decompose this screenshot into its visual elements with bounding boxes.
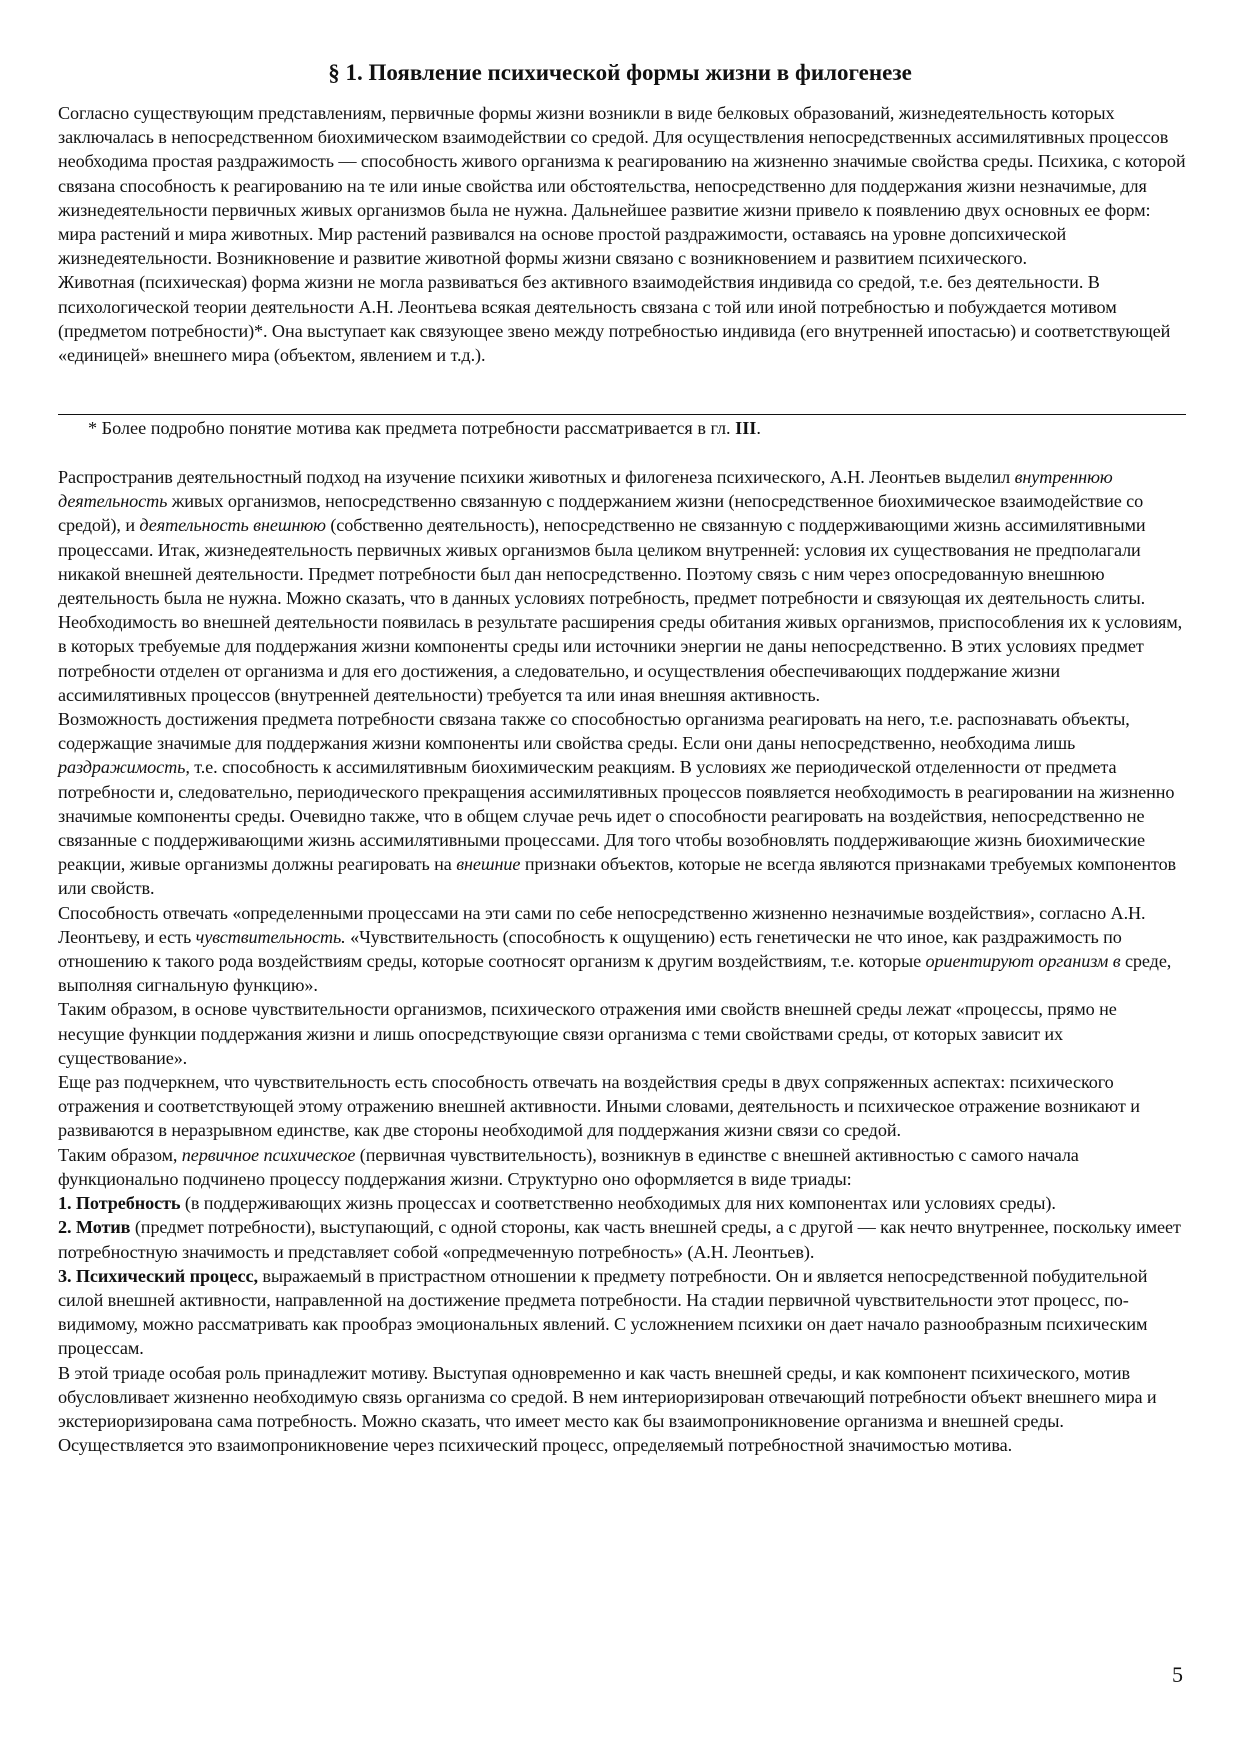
- text-run: среде, выполняя сигнальную функцию».: [58, 951, 1172, 996]
- text-run: Таким образом,: [58, 1144, 182, 1165]
- footnote-end: .: [756, 418, 761, 438]
- italic-term: внешние: [456, 854, 521, 875]
- paragraph: Еще раз подчеркнем, что чувствительность есть способность отвечать на воздействия среды в двух сопряженных аспектах: психического отражения и соответствующей этому отражению внешней активности. Иными словами, деятельность и психическое отражение возникают и развиваются в неразрывном единстве, как две стороны необходимой для поддержания жизни связи со средой.: [58, 1072, 1140, 1141]
- triad-term: 2. Мотив: [58, 1217, 131, 1238]
- triad-text: выражаемый в пристрастном отношении к предмету потребности. Он и является непосредственной побудительной силой внешней активности, направленной на достижение предмета потребности. На стадии первичной чувствительности этот процесс, по-видимому, можно рассматривать как прообраз эмоциональных явлений. С усложнением психики он дает начало разнообразным психическим процессам.: [58, 1265, 1148, 1359]
- italic-term: чувствительность.: [195, 926, 346, 947]
- triad-item-motive: [58, 1215, 1186, 1263]
- footnote: [88, 416, 761, 440]
- footnote-divider: [58, 414, 1186, 415]
- triad-term: 3. Психический процесс,: [58, 1265, 258, 1286]
- triad-term: 1. Потребность: [58, 1193, 181, 1214]
- footnote-text: * Более подробно понятие мотива как предмета потребности рассматривается в гл.: [88, 418, 736, 438]
- text-run: Возможность достижения предмета потребности связана также со способностью организма реагировать на него, т.е. распознавать объекты, содержащие значимые для поддержания жизни компоненты или свойства среды. Если они даны непосредственно, необходима лишь: [58, 709, 1130, 754]
- italic-term: ориентируют организм в: [925, 951, 1121, 972]
- text-block-top: [58, 101, 1186, 367]
- italic-term: первичное психическое: [181, 1144, 356, 1165]
- triad-item-process: [58, 1264, 1186, 1361]
- paragraph: Необходимость во внешней деятельности появилась в результате расширения среды обитания живых организмов, приспособления их к условиям, в которых требуемые для поддержания жизни компоненты среды или источники энергии не даны непосредственно. В этих условиях предмет потребности отделен от организма и для его достижения, а следовательно, и осуществления обеспечивающих поддержание жизни ассимилятивных процессов (внутренней деятельности) требуется та или иная внешняя активность.: [58, 612, 1183, 705]
- triad-text: (в поддерживающих жизнь процессах и соответственно необходимых для них компонентах или условиях среды).: [180, 1193, 1056, 1214]
- text-run: Способность отвечать «определенными процессами на эти сами по себе непосредственно жизненно незначимые воздействия», согласно А.Н. Леонтьеву, и есть: [58, 902, 1146, 947]
- paragraph: [58, 465, 1186, 610]
- paragraph: [58, 1143, 1186, 1191]
- footnote-chapter: III: [735, 418, 757, 438]
- paragraph: Согласно существующим представлениям, первичные формы жизни возникли в виде белковых образований, жизнедеятельность которых заключалась в непосредственном биохимическом взаимодействии со средой. Для осуществления непосредственных ассимилятивных процессов необходима простая раздражимость — способность живого организма к реагированию на жизненно значимые свойства среды. Психика, с которой связана способность к реагированию на те или иные свойства или обстоятельства, непосредственно для поддержания жизни незначимые, для жизнедеятельности первичных живых организмов была не нужна. Дальнейшее развитие жизни привело к появлению двух основных ее форм: мира растений и мира животных. Мир растений развивался на основе простой раздражимости, оставаясь на уровне допсихической жизнедеятельности. Возникновение и развитие животной формы жизни связано с возникновением и развитием психического.: [58, 103, 1186, 269]
- triad-item-need: [58, 1191, 1186, 1215]
- text-run: Распространив деятельностный подход на изучение психики животных и филогенеза психического, А.Н. Леонтьев выделил: [58, 467, 1015, 487]
- paragraph: [58, 707, 1186, 901]
- text-run: «Чувствительность (способность к ощущению) есть генетически не что иное, как раздражимость по отношению к такого рода воздействиям среды, которые соотносят организм к другим воздействиям, т.е. которые: [58, 926, 1122, 972]
- text-run: (собственно деятельность), непосредственно не связанную с поддерживающими жизнь ассимилятивными процессами. Итак, жизнедеятельность первичных живых организмов была целиком внутренней: условия их существования не предполагали никакой внешней деятельности. Предмет потребности был дан непосредственно. Поэтому связь с ним через опосредованную внешнюю деятельность была не нужна. Можно сказать, что в данных условиях потребность, предмет потребности и связующая их деятельность слиты.: [58, 515, 1146, 609]
- text-run: (первичная чувствительность), возникнув в единстве с внешней активностью с самого начала функционально подчинено процессу поддержания жизни. Структурно оно оформляется в виде триады:: [58, 1144, 1079, 1189]
- italic-term: внутреннюю деятельность: [58, 467, 1113, 512]
- italic-term: раздражимость,: [58, 757, 190, 778]
- text-block-main: [58, 465, 1186, 1457]
- paragraph: Таким образом, в основе чувствительности организмов, психического отражения ими свойств внешней среды лежат «процессы, прямо не несущие функции поддержания жизни и лишь опосредствующие связи организма с теми свойствами среды, от которых зависит их существование».: [58, 999, 1117, 1068]
- text-run: т.е. способность к ассимилятивным биохимическим реакциям. В условиях же периодической отделенности от предмета потребности и, следовательно, периодического прекращения ассимилятивных процессов появляется необходимость в реагировании на жизненно значимые компоненты среды. Очевидно также, что в общем случае речь идет о способности реагировать на воздействия, непосредственно не связанные с поддерживающими жизнь ассимилятивными процессами. Для того чтобы возобновлять поддерживающие жизнь биохимические реакции, живые организмы должны реагировать на: [58, 757, 1175, 875]
- paragraph: В этой триаде особая роль принадлежит мотиву. Выступая одновременно и как часть внешней среды, и как компонент психического, мотив обусловливает жизненно необходимую связь организма со средой. В нем интериоризирован отвечающий потребности объект внешнего мира и экстериоризирована сама потребность. Можно сказать, что имеет место как бы взаимопроникновение организма и внешней среды. Осуществляется это взаимопроникновение через психический процесс, определяемый потребностной значимостью мотива.: [58, 1362, 1157, 1456]
- text-run: признаки объектов, которые не всегда являются признаками требуемых компонентов или свойств.: [58, 854, 1177, 899]
- triad-text: (предмет потребности), выступающий, с одной стороны, как часть внешней среды, а с другой — как нечто внутреннее, поскольку имеет потребностную значимость и представляет собой «опредмеченную потребность» (А.Н. Леонтьев).: [58, 1217, 1181, 1262]
- paragraph: Животная (психическая) форма жизни не могла развиваться без активного взаимодействия индивида со средой, т.е. без деятельности. В психологической теории деятельности А.Н. Леонтьева всякая деятельность связана с той или иной потребностью и побуждается мотивом (предметом потребности)*. Она выступает как связующее звено между потребностью индивида (его внутренней ипостасью) и соответствующей «единицей» внешнего мира (объектом, явлением и т.д.).: [58, 272, 1171, 366]
- paragraph: [58, 901, 1186, 998]
- section-heading: § 1. Появление психической формы жизни в филогенезе: [328, 60, 912, 85]
- page-number: 5: [1172, 1662, 1183, 1687]
- italic-term: деятельность внешнюю: [139, 515, 326, 536]
- text-run: живых организмов, непосредственно связанную с поддержанием жизни (непосредственное биохимическое взаимодействие со средой), и: [58, 491, 1144, 536]
